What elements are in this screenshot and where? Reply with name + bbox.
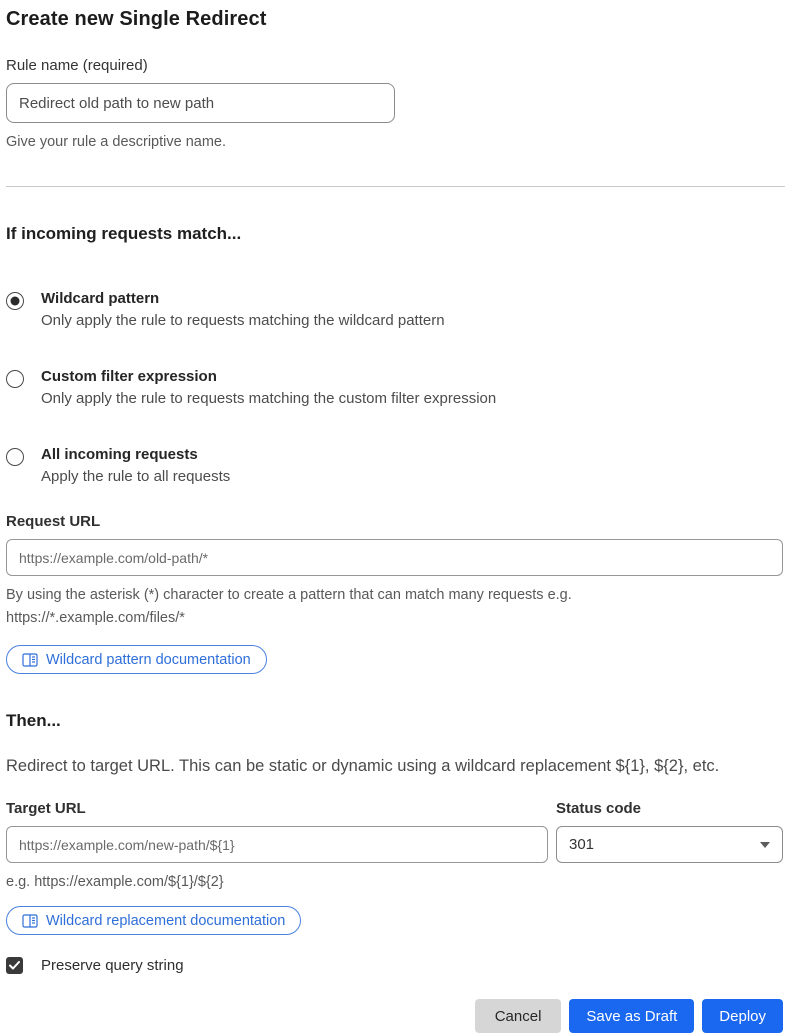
checkbox-checked-icon[interactable]: [6, 957, 23, 974]
request-url-input[interactable]: [6, 539, 783, 576]
preserve-query-label: Preserve query string: [41, 957, 184, 974]
radio-button-icon[interactable]: [6, 292, 24, 310]
target-url-label: Target URL: [6, 800, 86, 817]
rule-name-label: Rule name (required): [6, 57, 148, 74]
radio-label: Wildcard pattern: [41, 290, 160, 307]
wildcard-pattern-docs-button[interactable]: [6, 645, 267, 674]
section-divider: [6, 186, 785, 187]
match-section-heading: If incoming requests match...: [6, 224, 242, 243]
radio-label: All incoming requests: [41, 446, 198, 463]
form-actions: [6, 999, 783, 1033]
chevron-down-icon: [760, 842, 770, 848]
then-description: Redirect to target URL. This can be static or dynamic using a wildcard replacement ${1}, ${2}, etc.: [6, 757, 720, 775]
preserve-query-checkbox-row[interactable]: [6, 957, 783, 974]
status-code-value: 301: [569, 836, 595, 853]
rule-name-group: [6, 57, 783, 154]
rule-name-helper: Give your rule a descriptive name.: [6, 134, 227, 150]
deploy-button[interactable]: Deploy: [702, 999, 783, 1033]
doc-button-label: Wildcard pattern documentation: [46, 651, 251, 668]
radio-option-custom-filter[interactable]: [6, 368, 783, 407]
request-url-group: [6, 513, 783, 674]
target-url-input[interactable]: [6, 826, 548, 863]
radio-label: Custom filter expression: [41, 368, 217, 385]
book-open-icon: [22, 653, 38, 667]
request-url-label: Request URL: [6, 513, 101, 530]
request-url-helper: By using the asterisk (*) character to create a pattern that can match many requests e.g. https://*.example.com/files/*: [6, 587, 572, 626]
page-title: Create new Single Redirect: [6, 8, 267, 30]
rule-name-input[interactable]: [6, 83, 395, 123]
status-code-group: [556, 800, 783, 894]
radio-button-icon[interactable]: [6, 370, 24, 388]
status-code-label: Status code: [556, 800, 642, 817]
radio-description: Only apply the rule to requests matching the custom filter expression: [41, 390, 497, 407]
target-url-helper: e.g. https://example.com/${1}/${2}: [6, 874, 224, 890]
radio-description: Only apply the rule to requests matching the wildcard pattern: [41, 312, 445, 329]
then-section-heading: Then...: [6, 711, 61, 730]
radio-option-wildcard-pattern[interactable]: [6, 290, 783, 329]
status-code-select[interactable]: [556, 826, 783, 863]
radio-description: Apply the rule to all requests: [41, 468, 231, 485]
save-as-draft-button[interactable]: Save as Draft: [569, 999, 694, 1033]
target-url-group: [6, 800, 548, 894]
doc-button-label: Wildcard replacement documentation: [46, 912, 286, 929]
target-status-row: [6, 800, 783, 894]
wildcard-replacement-docs-button[interactable]: [6, 906, 301, 935]
match-radio-group: [6, 290, 783, 485]
cancel-button[interactable]: Cancel: [475, 999, 562, 1033]
radio-option-all-requests[interactable]: [6, 446, 783, 485]
radio-button-icon[interactable]: [6, 448, 24, 466]
book-open-icon: [22, 914, 38, 928]
